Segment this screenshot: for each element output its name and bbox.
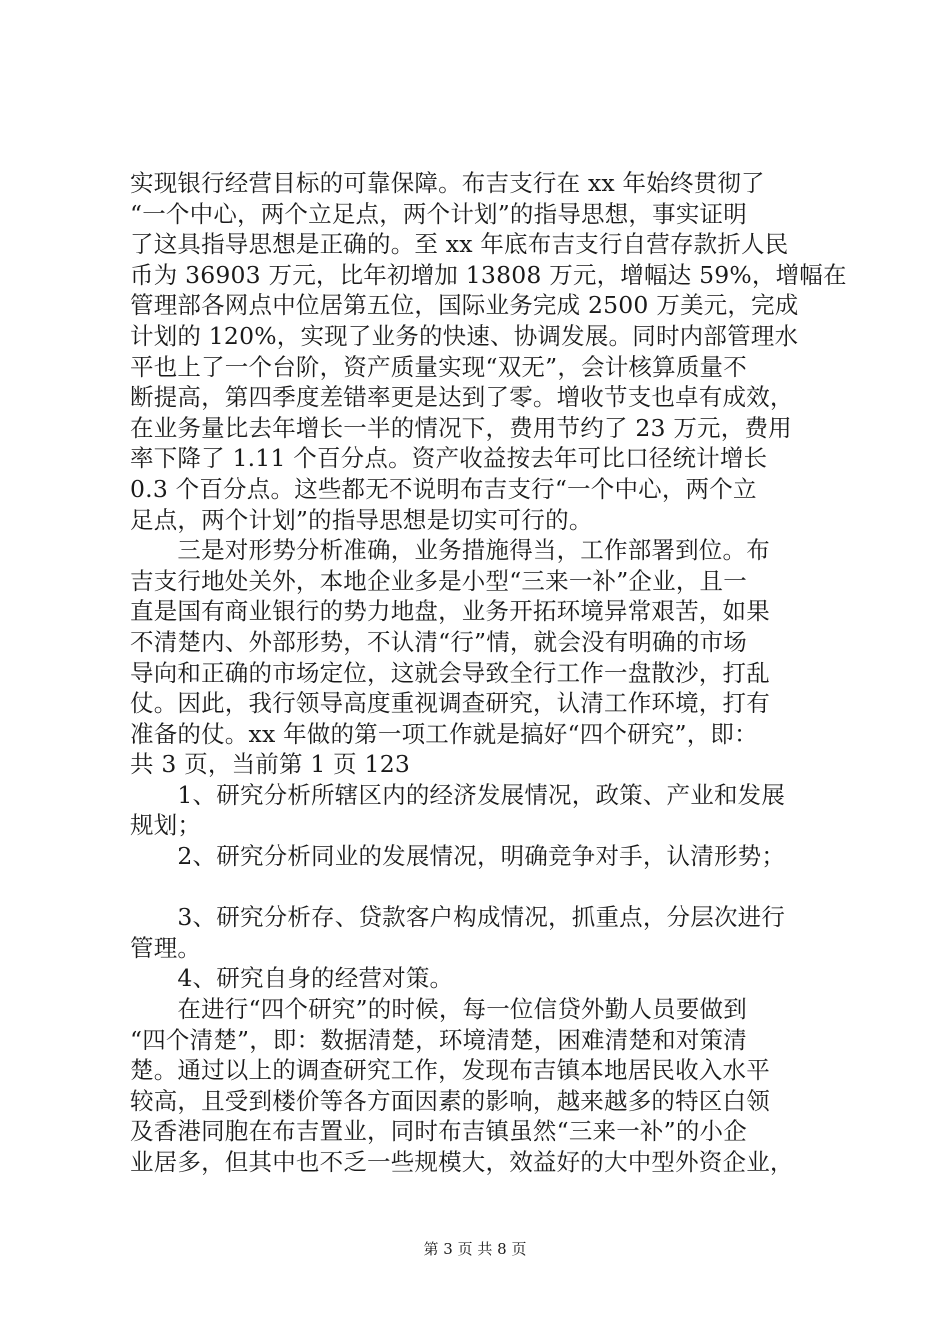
text-line: 1、研究分析所辖区内的经济发展情况，政策、产业和发展 xyxy=(130,780,786,809)
text-line: 平也上了一个台阶，资产质量实现“双无”，会计核算质量不 xyxy=(130,352,747,381)
text-line: 在业务量比去年增长一半的情况下，费用节约了 23 万元，费用 xyxy=(130,413,792,442)
text-line: 准备的仗。xx 年做的第一项工作就是搞好“四个研究”，即： xyxy=(130,719,758,748)
text-line: 管理。 xyxy=(130,933,202,962)
text-line: 足点，两个计划”的指导思想是切实可行的。 xyxy=(130,505,593,534)
text-line: 2、研究分析同业的发展情况，明确竞争对手，认清形势； xyxy=(130,842,786,871)
text-line: 业居多，但其中也不乏一些规模大，效益好的大中型外资企业， xyxy=(130,1148,794,1176)
text-line: “一个中心，两个立足点，两个计划”的指导思想，事实证明 xyxy=(130,199,747,228)
text-line: 断提高，第四季度差错率更是达到了零。增收节支也卓有成效， xyxy=(130,383,794,412)
text-line: 仗。因此，我行领导高度重视调查研究，认清工作环境，打有 xyxy=(130,689,770,718)
blank-line xyxy=(130,872,830,903)
text-line: 实现银行经营目标的可靠保障。布吉支行在 xx 年始终贯彻了 xyxy=(130,169,765,197)
text-line: 较高，且受到楼价等各方面因素的影响，越来越多的特区白领 xyxy=(130,1086,770,1115)
text-line: 导向和正确的市场定位，这就会导致全行工作一盘散沙，打乱 xyxy=(130,658,770,687)
text-line: 管理部各网点中位居第五位，国际业务完成 2500 万美元，完成 xyxy=(130,291,799,320)
text-line: 了这具指导思想是正确的。至 xx 年底布吉支行自营存款折人民 xyxy=(130,230,789,259)
text-line: 在进行“四个研究”的时候，每一位信贷外勤人员要做到 xyxy=(130,995,747,1024)
text-line: 计划的 120%，实现了业务的快速、协调发展。同时内部管理水 xyxy=(130,321,799,350)
text-line: 率下降了 1.11 个百分点。资产收益按去年可比口径统计增长 xyxy=(130,444,768,473)
text-line: 规划； xyxy=(130,811,202,840)
text-line: 0.3 个百分点。这些都无不说明布吉支行“一个中心，两个立 xyxy=(130,474,757,503)
text-line: 三是对形势分析准确，业务措施得当，工作部署到位。布 xyxy=(130,536,770,565)
text-line: “四个清楚”，即：数据清楚，环境清楚，困难清楚和对策清 xyxy=(130,1025,747,1054)
document-body xyxy=(130,168,847,1178)
text-line: 楚。通过以上的调查研究工作，发现布吉镇本地居民收入水平 xyxy=(130,1056,770,1085)
text-line: 及香港同胞在布吉置业，同时布吉镇虽然“三来一补”的小企 xyxy=(130,1117,747,1146)
text-line: 吉支行地处关外，本地企业多是小型“三来一补”企业，且一 xyxy=(130,566,747,595)
text-line: 不清楚内、外部形势，不认清“行”情，就会没有明确的市场 xyxy=(130,627,747,656)
text-line: 共 3 页，当前第 1 页 123 xyxy=(130,750,411,779)
text-line: 直是国有商业银行的势力地盘，业务开拓环境异常艰苦，如果 xyxy=(130,597,770,626)
text-line: 4、研究自身的经营对策。 xyxy=(130,964,454,993)
page-footer: 第 3 页 共 8 页 xyxy=(423,1240,527,1258)
text-line: 币为 36903 万元，比年初增加 13808 万元，增幅达 59%，增幅在 xyxy=(130,260,847,289)
text-line: 3、研究分析存、贷款客户构成情况，抓重点，分层次进行 xyxy=(130,903,786,932)
